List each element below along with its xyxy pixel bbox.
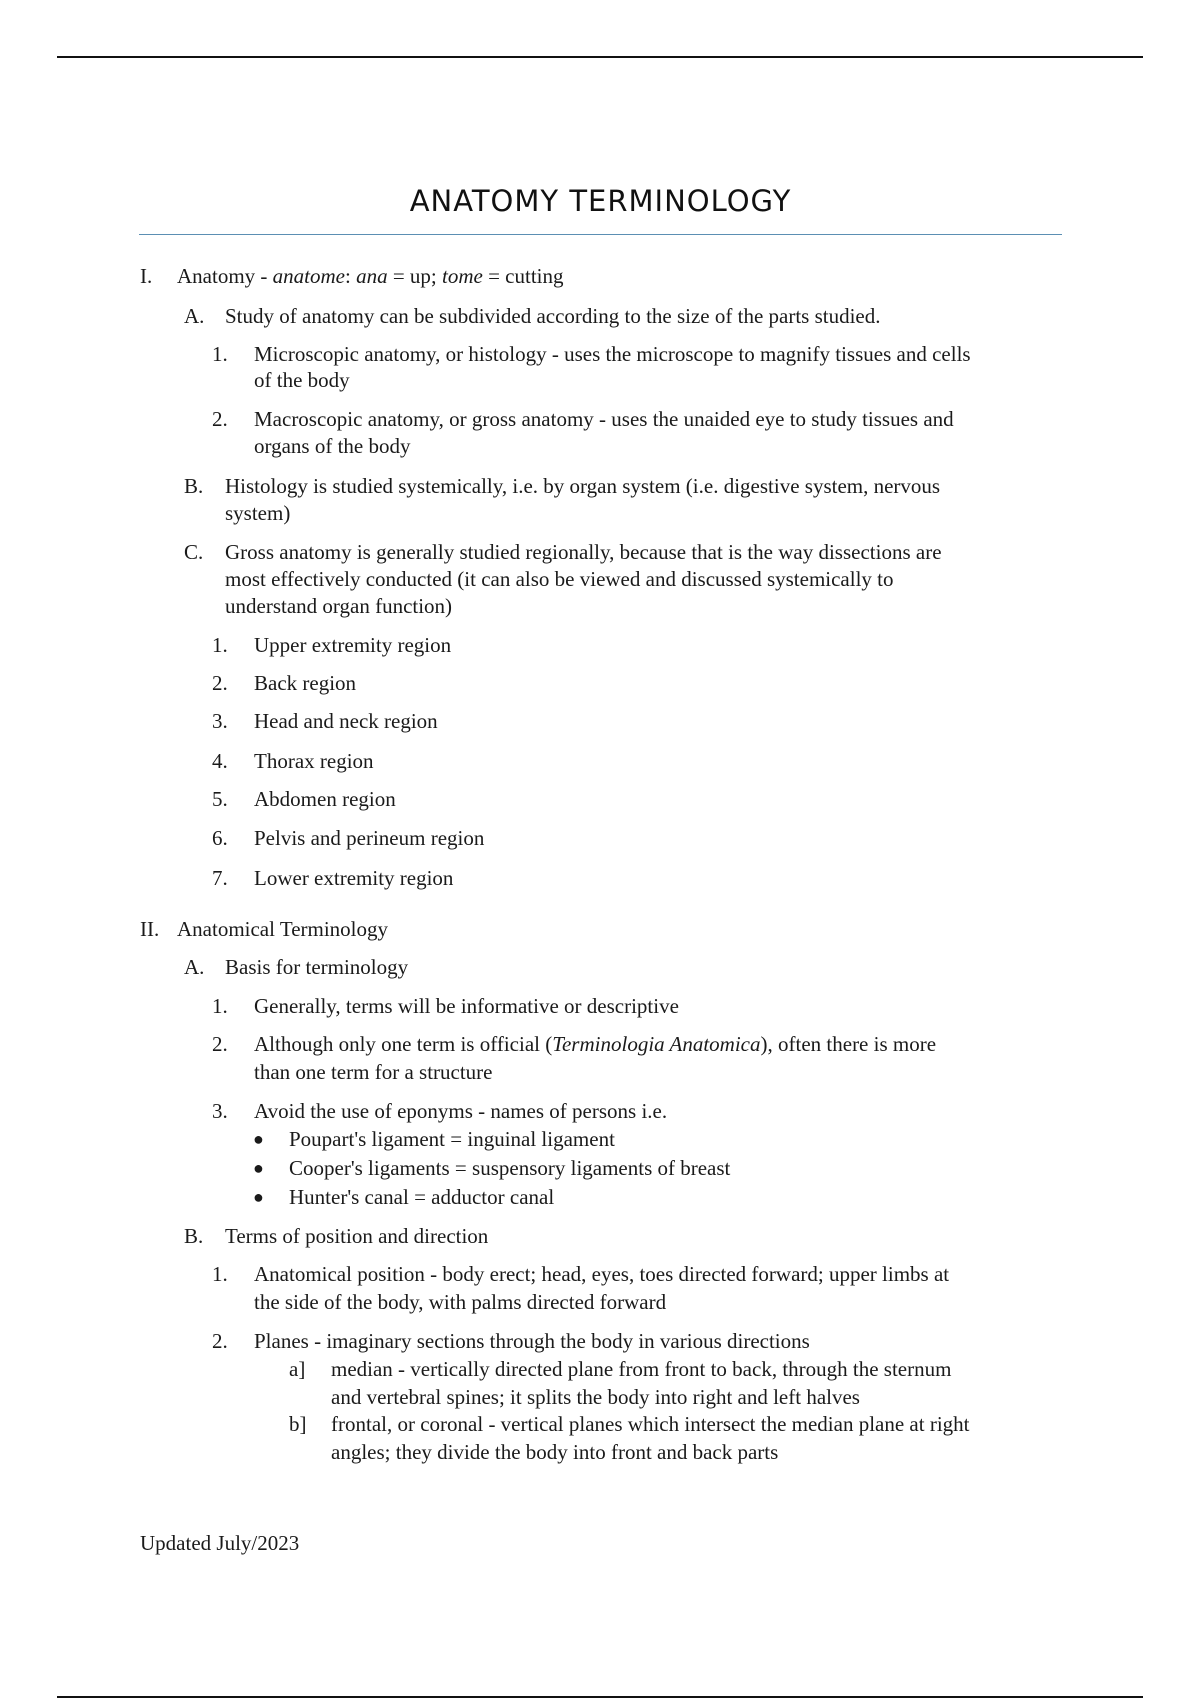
section-1-heading: Anatomy - anatome: ana = up; tome = cutting — [177, 264, 564, 288]
section-1-number: I. — [140, 264, 153, 288]
section-1b-text: Histology is studied systemically, i.e. by organ system (i.e. digestive system, nervous — [225, 474, 941, 498]
list-item-text: Avoid the use of eponyms - names of persons i.e. — [254, 1099, 668, 1123]
list-item-number: 1. — [212, 633, 228, 657]
sub-item-text: angles; they divide the body into front and back parts — [331, 1440, 779, 1464]
list-item-text: Head and neck region — [254, 709, 438, 733]
list-item-text: Thorax region — [254, 749, 374, 773]
bullet-item-text: Poupart's ligament = inguinal ligament — [289, 1127, 615, 1151]
list-item-text: than one term for a structure — [254, 1060, 493, 1084]
list-item-text: Planes - imaginary sections through the body in various directions — [254, 1329, 810, 1353]
list-item-text: Upper extremity region — [254, 633, 452, 657]
bullet-item-text: Cooper's ligaments = suspensory ligaments of breast — [289, 1156, 731, 1180]
bullet-item-text: Hunter's canal = adductor canal — [289, 1185, 555, 1209]
list-item-number: 1. — [212, 994, 228, 1018]
list-item-text: Pelvis and perineum region — [254, 826, 485, 850]
page-title: ANATOMY TERMINOLOGY — [409, 184, 792, 218]
section-1c-letter: C. — [184, 540, 204, 564]
footer-updated: Updated July/2023 — [140, 1531, 300, 1555]
section-2a-text: Basis for terminology — [225, 955, 409, 979]
bullet-icon: ● — [253, 1129, 264, 1149]
section-2a-letter: A. — [184, 955, 205, 979]
title-underline — [139, 234, 1062, 235]
section-2b-text: Terms of position and direction — [225, 1224, 489, 1248]
sub-item-text: median - vertically directed plane from front to back, through the sternum — [331, 1357, 952, 1381]
list-item-number: 3. — [212, 709, 228, 733]
list-item-text: Microscopic anatomy, or histology - uses the microscope to magnify tissues and cells — [254, 342, 971, 366]
list-item-text: organs of the body — [254, 434, 411, 458]
bullet-icon: ● — [253, 1187, 264, 1207]
list-item-number: 2. — [212, 1329, 228, 1353]
sub-item-mark: a] — [289, 1357, 306, 1381]
footer-rule — [57, 1696, 1143, 1698]
section-1a-text: Study of anatomy can be subdivided according to the size of the parts studied. — [225, 304, 881, 328]
list-item-text: Anatomical position - body erect; head, eyes, toes directed forward; upper limbs at — [254, 1262, 950, 1286]
section-2-heading: Anatomical Terminology — [177, 917, 389, 941]
list-item-number: 2. — [212, 1032, 228, 1056]
section-1a-letter: A. — [184, 304, 205, 328]
section-1c-text: most effectively conducted (it can also be viewed and discussed systemically to — [225, 567, 894, 591]
list-item-text: of the body — [254, 368, 350, 392]
sub-item-text: frontal, or coronal - vertical planes which intersect the median plane at right — [331, 1412, 970, 1436]
section-2-number: II. — [140, 917, 160, 941]
list-item-number: 7. — [212, 866, 228, 890]
list-item-text: Generally, terms will be informative or descriptive — [254, 994, 679, 1018]
section-1b-letter: B. — [184, 474, 204, 498]
list-item-text: Lower extremity region — [254, 866, 454, 890]
list-item-number: 4. — [212, 749, 228, 773]
list-item-text: Abdomen region — [254, 787, 396, 811]
list-item-number: 2. — [212, 407, 228, 431]
section-2b-letter: B. — [184, 1224, 204, 1248]
list-item-number: 1. — [212, 342, 228, 366]
list-item-text: Back region — [254, 671, 357, 695]
section-1c-text: understand organ function) — [225, 594, 453, 618]
section-1c-text: Gross anatomy is generally studied regionally, because that is the way dissections are — [225, 540, 942, 564]
list-item-number: 3. — [212, 1099, 228, 1123]
bullet-icon: ● — [253, 1158, 264, 1178]
list-item-number: 5. — [212, 787, 228, 811]
list-item-number: 1. — [212, 1262, 228, 1286]
list-item-text: the side of the body, with palms directed forward — [254, 1290, 667, 1314]
list-item-number: 6. — [212, 826, 228, 850]
sub-item-mark: b] — [289, 1412, 307, 1436]
list-item-number: 2. — [212, 671, 228, 695]
sub-item-text: and vertebral spines; it splits the body into right and left halves — [331, 1385, 860, 1409]
section-1b-text: system) — [225, 501, 291, 525]
header-rule — [57, 56, 1143, 58]
list-item-text: Although only one term is official (Terminologia Anatomica), often there is more — [254, 1032, 937, 1056]
list-item-text: Macroscopic anatomy, or gross anatomy - uses the unaided eye to study tissues and — [254, 407, 954, 431]
